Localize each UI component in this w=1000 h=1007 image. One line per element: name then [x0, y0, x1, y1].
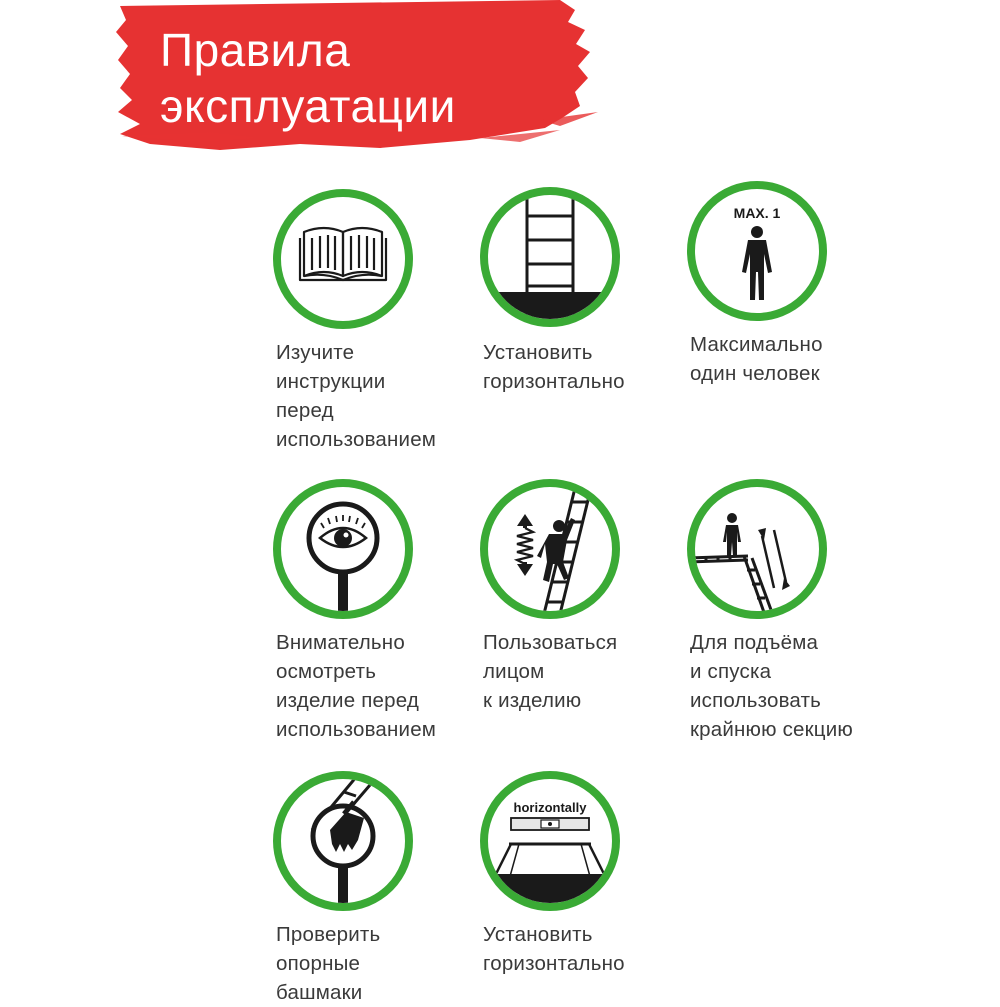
- page-title: [160, 22, 456, 134]
- rule-caption: Проверить опорные башмаки: [276, 923, 381, 1004]
- ladder-on-ground-icon: [479, 186, 621, 328]
- rule-caption: Изучите инструкции перед использованием: [276, 341, 437, 451]
- page-title-line-1: Правила: [160, 24, 351, 76]
- person-climbing-icon: [479, 478, 621, 620]
- horizontally-label: horizontally: [513, 800, 587, 815]
- magnifier-eye-icon: [272, 478, 414, 620]
- platform-up-down-icon: [686, 478, 828, 620]
- rule-caption: Установить горизонтально: [483, 341, 625, 393]
- spirit-level-icon: [479, 770, 621, 912]
- max-one-label: MAX. 1: [733, 205, 781, 221]
- open-book-icon: [272, 188, 414, 330]
- rule-caption: Внимательно осмотреть изделие перед использованием: [276, 631, 437, 741]
- rule-caption: Установить горизонтально: [483, 923, 625, 975]
- rule-caption: Максимально один человек: [690, 333, 823, 385]
- title-banner: [0, 0, 620, 160]
- rule-caption: Для подъёма и спуска использовать крайнюю секцию: [690, 631, 853, 741]
- single-person-icon: [686, 180, 828, 322]
- page-title-line-2: эксплуатации: [160, 80, 456, 132]
- ladder-foot-magnifier-icon: [272, 770, 414, 912]
- rule-caption: Пользоваться лицом к изделию: [483, 631, 618, 712]
